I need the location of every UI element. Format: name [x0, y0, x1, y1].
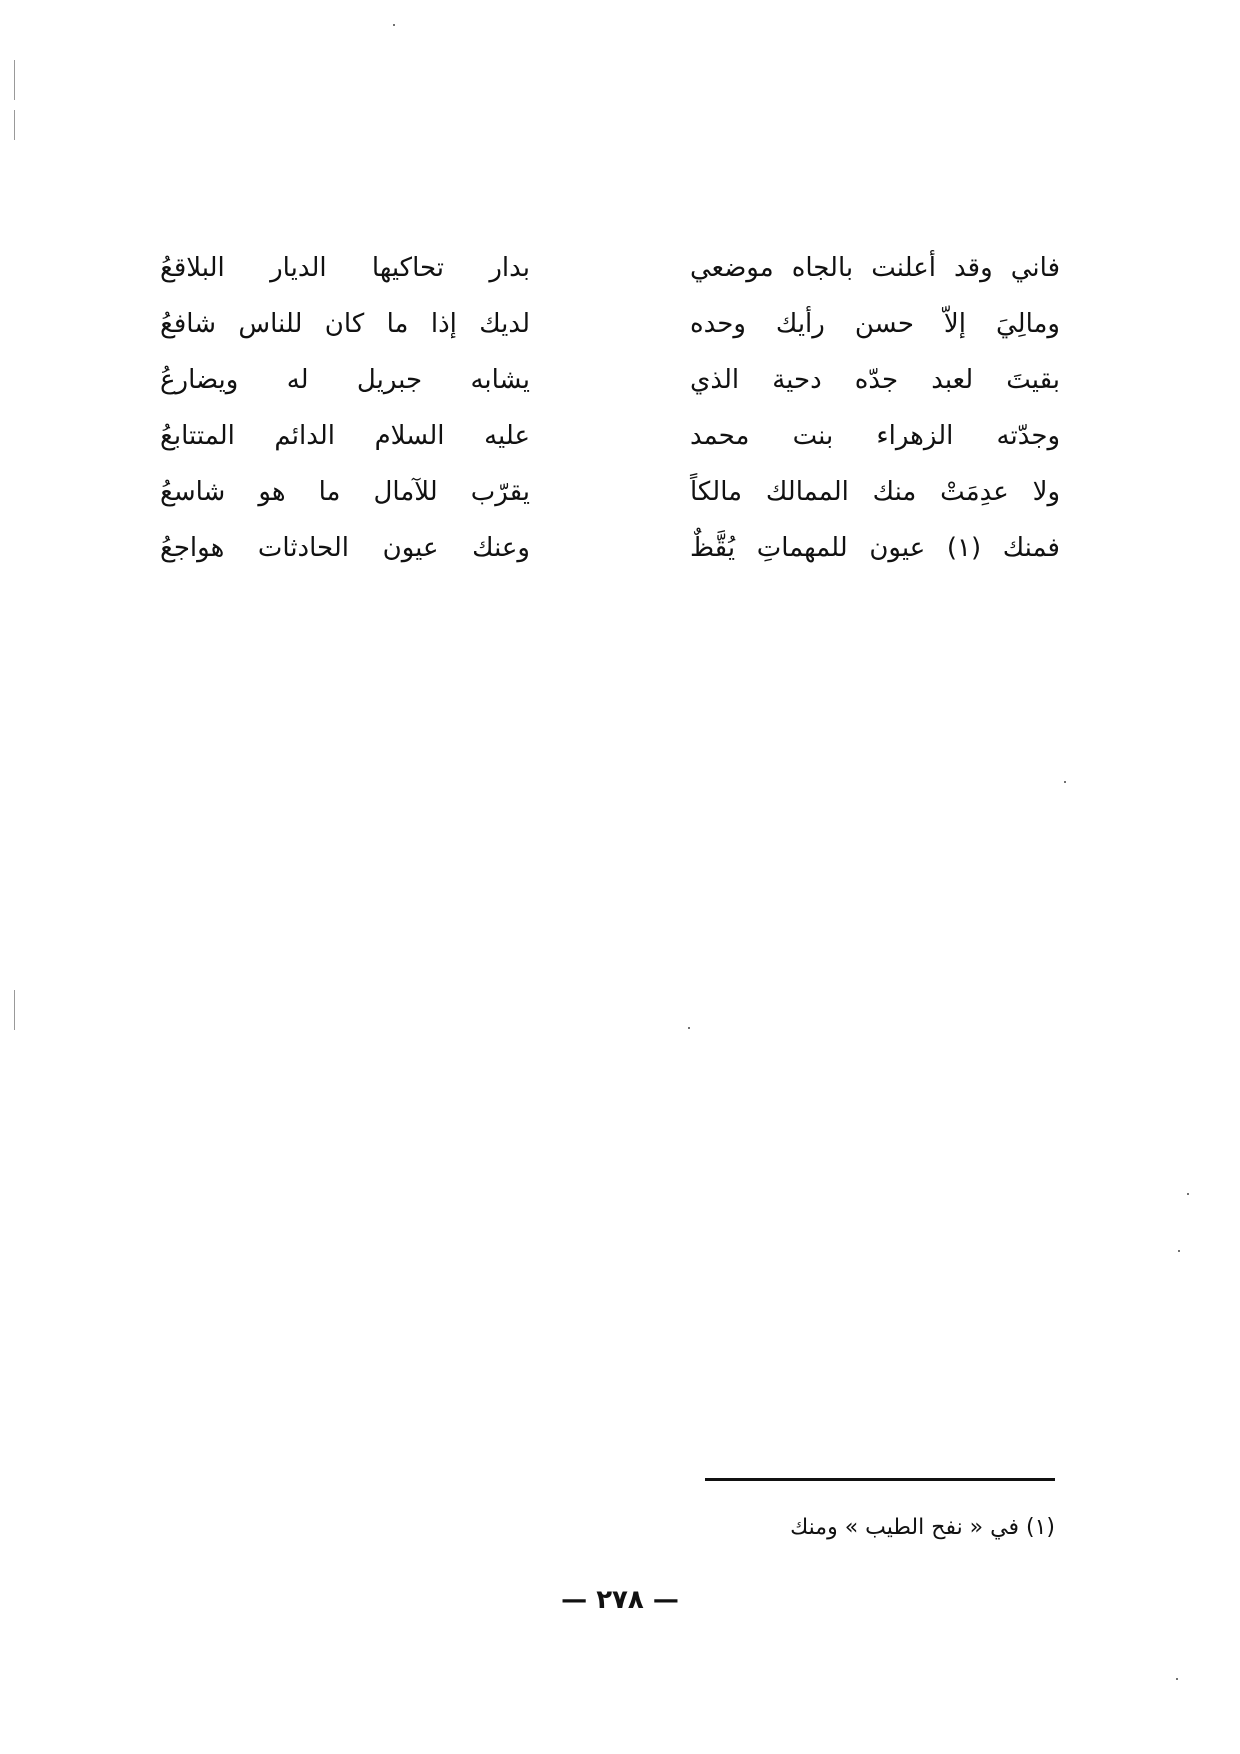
margin-mark [14, 110, 15, 140]
verse-left-hemistich: عليه السلام الدائم المتتابعُ [160, 421, 530, 451]
poem-verse [160, 464, 1060, 520]
verse-right-hemistich: ومالِيَ إلاّ حسن رأيك وحده [690, 309, 1060, 339]
scan-speck [393, 24, 395, 26]
verse-right-hemistich: فاني وقد أعلنت بالجاه موضعي [690, 253, 1060, 283]
verse-right-hemistich: بقيتَ لعبد جدّه دحية الذي [690, 365, 1060, 395]
poem-verse [160, 352, 1060, 408]
poem-verse [160, 520, 1060, 576]
scan-speck [688, 1027, 690, 1029]
verse-left-hemistich: وعنك عيون الحادثات هواجعُ [160, 533, 530, 563]
margin-mark [14, 990, 15, 1030]
verse-right-hemistich: ولا عدِمَتْ منك الممالك مالكاً [690, 477, 1060, 507]
page-number: — ٢٧٨ — [561, 1585, 679, 1615]
poem-verse [160, 408, 1060, 464]
margin-mark [14, 60, 15, 100]
footnote: (١) في « نفح الطيب » ومنك [790, 1515, 1055, 1540]
verse-left-hemistich: لديك إذا ما كان للناس شافعُ [160, 309, 530, 339]
footnote-divider [705, 1478, 1055, 1481]
scan-speck [1187, 1193, 1189, 1195]
scan-speck [1178, 1250, 1180, 1252]
verse-right-hemistich: وجدّته الزهراء بنت محمد [690, 421, 1060, 451]
verse-left-hemistich: بدار تحاكيها الديار البلاقعُ [160, 253, 530, 283]
verse-left-hemistich: يشابه جبريل له ويضارعُ [160, 365, 530, 395]
scan-speck [1064, 781, 1066, 783]
poem [160, 240, 1060, 576]
poem-verse [160, 240, 1060, 296]
scan-speck [1176, 1678, 1178, 1680]
verse-left-hemistich: يقرّب للآمال ما هو شاسعُ [160, 477, 530, 507]
poem-verse [160, 296, 1060, 352]
verse-right-hemistich: فمنك (١) عيون للمهماتِ يُقَّظٌ [690, 533, 1060, 563]
